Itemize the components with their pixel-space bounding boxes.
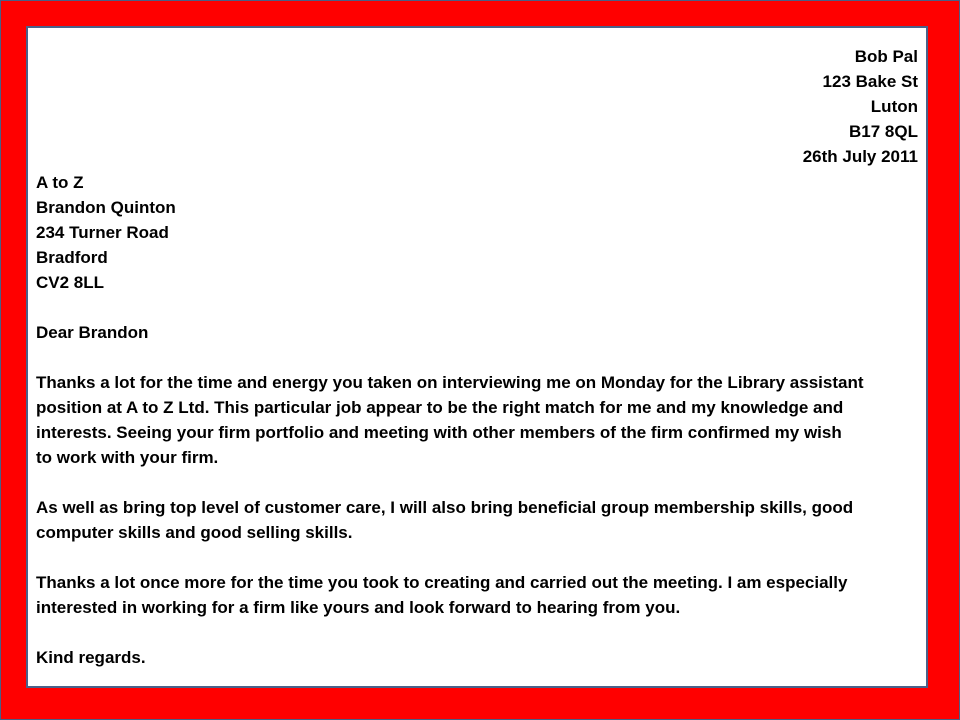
recipient-company: A to Z [36, 173, 84, 192]
sender-street: 123 Bake St [822, 72, 918, 91]
body-paragraph-2 [36, 495, 921, 545]
body-paragraph-3 [36, 570, 921, 620]
salutation: Dear Brandon [36, 323, 149, 342]
paragraph-line: position at A to Z Ltd. This particular job appear to be the right match for me and my knowledge and [36, 398, 844, 417]
paragraph-line: computer skills and good selling skills. [36, 523, 353, 542]
paragraph-line: As well as bring top level of customer care, I will also bring beneficial group membership skills, good [36, 498, 854, 517]
sender-name: Bob Pal [854, 47, 918, 66]
paragraph-line: Thanks a lot for the time and energy you taken on interviewing me on Monday for the Library assistant [36, 373, 864, 392]
letter-page [26, 26, 928, 688]
body-paragraph-1 [36, 370, 921, 470]
letter-date: 26th July 2011 [802, 147, 918, 166]
sender-city: Luton [870, 97, 918, 116]
recipient-name: Brandon Quinton [36, 198, 176, 217]
paragraph-line: interested in working for a firm like yours and look forward to hearing from you. [36, 598, 681, 617]
paragraph-line: interests. Seeing your firm portfolio and meeting with other members of the firm confirmed my wish [36, 423, 842, 442]
sender-postcode: B17 8QL [849, 122, 918, 141]
recipient-street: 234 Turner Road [36, 223, 169, 242]
recipient-postcode: CV2 8LL [36, 273, 105, 292]
paragraph-line: Thanks a lot once more for the time you took to creating and carried out the meeting. I am especially [36, 573, 848, 592]
paragraph-line: to work with your firm. [36, 448, 219, 467]
closing: Kind regards. [36, 648, 146, 667]
sender-address [803, 44, 918, 169]
recipient-city: Bradford [36, 248, 108, 267]
recipient-address [36, 170, 176, 295]
